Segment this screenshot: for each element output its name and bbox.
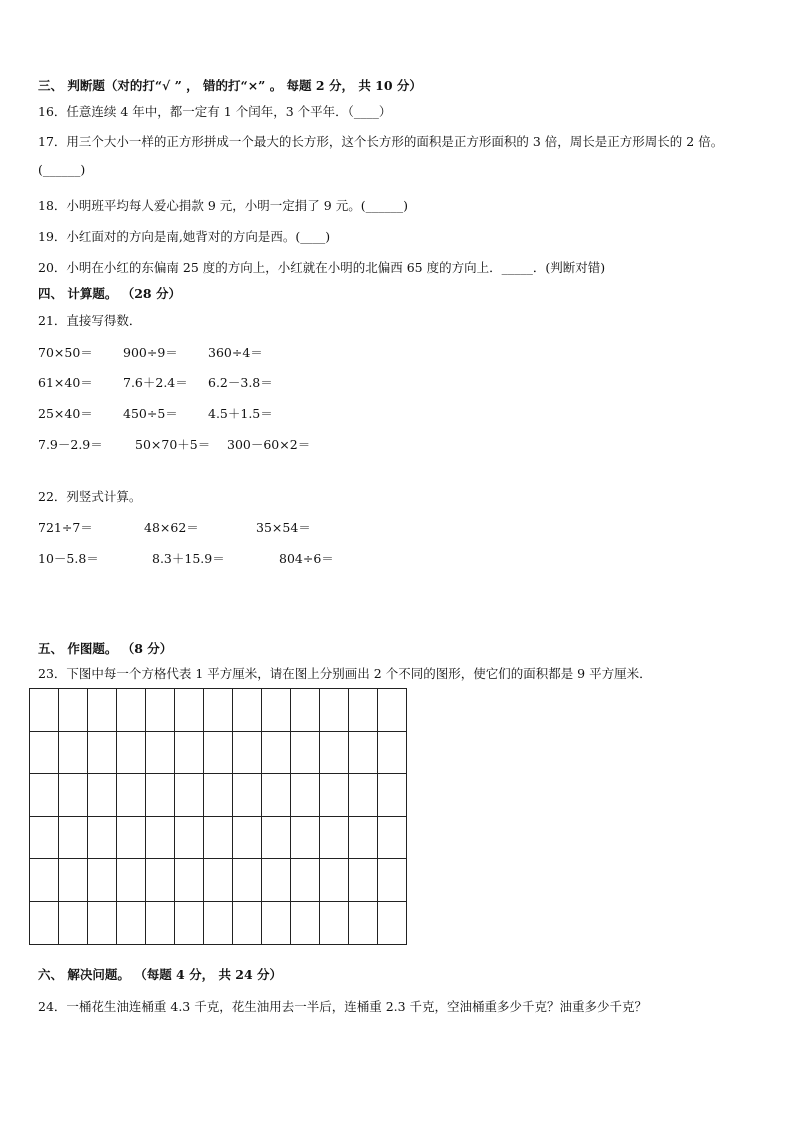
grid-cell[interactable] bbox=[175, 816, 204, 859]
grid-cell[interactable] bbox=[88, 901, 117, 944]
grid-cell[interactable] bbox=[30, 901, 59, 944]
grid-cell[interactable] bbox=[349, 859, 378, 902]
grid-cell[interactable] bbox=[88, 731, 117, 774]
section-4-title: 四、 计算题。 （28 分） bbox=[38, 286, 181, 301]
grid-cell[interactable] bbox=[349, 816, 378, 859]
grid-cell[interactable] bbox=[117, 689, 146, 732]
grid-cell[interactable] bbox=[349, 689, 378, 732]
grid-row bbox=[30, 816, 407, 859]
grid-cell[interactable] bbox=[291, 774, 320, 817]
grid-cell[interactable] bbox=[30, 774, 59, 817]
grid-cell[interactable] bbox=[204, 816, 233, 859]
grid-cell[interactable] bbox=[378, 816, 407, 859]
grid-cell[interactable] bbox=[291, 816, 320, 859]
grid-cell[interactable] bbox=[117, 774, 146, 817]
q21-item: 70×50＝ bbox=[38, 345, 93, 360]
grid-cell[interactable] bbox=[117, 731, 146, 774]
grid-cell[interactable] bbox=[204, 689, 233, 732]
grid-cell[interactable] bbox=[146, 689, 175, 732]
grid-cell[interactable] bbox=[146, 731, 175, 774]
grid-cell[interactable] bbox=[204, 859, 233, 902]
grid-cell[interactable] bbox=[59, 731, 88, 774]
q22-item: 721÷7＝ bbox=[38, 520, 93, 535]
q22-item: 35×54＝ bbox=[256, 520, 311, 535]
grid-row bbox=[30, 901, 407, 944]
grid-cell[interactable] bbox=[233, 689, 262, 732]
grid-cell[interactable] bbox=[262, 731, 291, 774]
grid-cell[interactable] bbox=[30, 731, 59, 774]
question-19: 19．小红面对的方向是南,她背对的方向是西。(____) bbox=[38, 229, 331, 244]
grid-cell[interactable] bbox=[117, 901, 146, 944]
q21-item: 61×40＝ bbox=[38, 375, 93, 390]
grid-cell[interactable] bbox=[378, 689, 407, 732]
question-16: 16．任意连续 4 年中，都一定有 1 个闰年，3 个平年．（____） bbox=[38, 104, 392, 119]
q21-item: 25×40＝ bbox=[38, 406, 93, 421]
q21-item: 360÷4＝ bbox=[208, 345, 263, 360]
grid-cell[interactable] bbox=[320, 774, 349, 817]
q21-item: 50×70＋5＝ bbox=[135, 437, 211, 452]
question-20: 20．小明在小红的东偏南 25 度的方向上，小红就在小明的北偏西 65 度的方向上．_____．(判断对错) bbox=[38, 260, 606, 275]
question-18: 18．小明班平均每人爱心捐款 9 元，小明一定捐了 9 元。(______) bbox=[38, 198, 408, 213]
grid-cell[interactable] bbox=[175, 731, 204, 774]
grid-cell[interactable] bbox=[262, 859, 291, 902]
q21-item: 7.6＋2.4＝ bbox=[123, 375, 188, 390]
grid-cell[interactable] bbox=[262, 774, 291, 817]
grid-row bbox=[30, 731, 407, 774]
grid-cell[interactable] bbox=[320, 816, 349, 859]
square-grid[interactable] bbox=[29, 688, 407, 945]
section-3-title: 三、 判断题（对的打“√ ” ， 错的打“×” 。 每题 2 分， 共 10 分） bbox=[38, 78, 422, 93]
grid-cell[interactable] bbox=[320, 859, 349, 902]
q21-item: 7.9－2.9＝ bbox=[38, 437, 103, 452]
question-22: 22．列竖式计算。 bbox=[38, 489, 142, 504]
grid-cell[interactable] bbox=[204, 901, 233, 944]
grid-cell[interactable] bbox=[378, 859, 407, 902]
grid-cell[interactable] bbox=[59, 816, 88, 859]
grid-cell[interactable] bbox=[146, 774, 175, 817]
grid-cell[interactable] bbox=[146, 859, 175, 902]
grid-cell[interactable] bbox=[262, 901, 291, 944]
q22-item: 8.3＋15.9＝ bbox=[152, 551, 225, 566]
grid-cell[interactable] bbox=[59, 859, 88, 902]
grid-cell[interactable] bbox=[30, 859, 59, 902]
grid-row bbox=[30, 689, 407, 732]
grid-cell[interactable] bbox=[349, 774, 378, 817]
q21-item: 450÷5＝ bbox=[123, 406, 178, 421]
grid-row bbox=[30, 774, 407, 817]
grid-cell[interactable] bbox=[59, 901, 88, 944]
grid-cell[interactable] bbox=[175, 774, 204, 817]
grid-cell[interactable] bbox=[291, 901, 320, 944]
q21-item: 4.5＋1.5＝ bbox=[208, 406, 273, 421]
grid-cell[interactable] bbox=[204, 774, 233, 817]
q22-item: 10－5.8＝ bbox=[38, 551, 99, 566]
question-17: 17．用三个大小一样的正方形拼成一个最大的长方形，这个长方形的面积是正方形面积的 3 倍，周长是正方形周长的 2 倍。(______) bbox=[38, 134, 724, 177]
grid-cell[interactable] bbox=[146, 816, 175, 859]
question-21: 21．直接写得数． bbox=[38, 313, 142, 328]
section-6-title: 六、 解决问题。 （每题 4 分， 共 24 分） bbox=[38, 967, 283, 982]
grid-cell[interactable] bbox=[204, 731, 233, 774]
grid-cell[interactable] bbox=[175, 901, 204, 944]
grid-cell[interactable] bbox=[378, 731, 407, 774]
question-23: 23．下图中每一个方格代表 1 平方厘米，请在图上分别画出 2 个不同的图形，使它们的面积都是 9 平方厘米． bbox=[38, 666, 652, 681]
grid-cell[interactable] bbox=[378, 774, 407, 817]
grid-row bbox=[30, 859, 407, 902]
grid-cell[interactable] bbox=[320, 731, 349, 774]
grid-cell[interactable] bbox=[88, 859, 117, 902]
grid-cell[interactable] bbox=[320, 901, 349, 944]
grid-cell[interactable] bbox=[349, 901, 378, 944]
grid-cell[interactable] bbox=[349, 731, 378, 774]
grid-cell[interactable] bbox=[262, 816, 291, 859]
grid-cell[interactable] bbox=[262, 689, 291, 732]
grid-cell[interactable] bbox=[59, 774, 88, 817]
grid-cell[interactable] bbox=[233, 731, 262, 774]
grid-cell[interactable] bbox=[291, 731, 320, 774]
grid-cell[interactable] bbox=[88, 774, 117, 817]
grid-cell[interactable] bbox=[233, 901, 262, 944]
question-24: 24．一桶花生油连桶重 4.3 千克，花生油用去一半后，连桶重 2.3 千克，空油桶重多少千克？油重多少千克？ bbox=[38, 999, 648, 1014]
grid-cell[interactable] bbox=[291, 689, 320, 732]
q22-item: 48×62＝ bbox=[144, 520, 199, 535]
grid-cell[interactable] bbox=[88, 816, 117, 859]
grid-cell[interactable] bbox=[30, 689, 59, 732]
grid-cell[interactable] bbox=[117, 816, 146, 859]
grid-cell[interactable] bbox=[117, 859, 146, 902]
grid-cell[interactable] bbox=[146, 901, 175, 944]
q22-item: 804÷6＝ bbox=[279, 551, 334, 566]
grid-cell[interactable] bbox=[378, 901, 407, 944]
grid-cell[interactable] bbox=[233, 859, 262, 902]
grid-cell[interactable] bbox=[59, 689, 88, 732]
q21-item: 900÷9＝ bbox=[123, 345, 178, 360]
grid-cell[interactable] bbox=[233, 774, 262, 817]
grid-cell[interactable] bbox=[30, 816, 59, 859]
q21-item: 6.2－3.8＝ bbox=[208, 375, 273, 390]
grid-cell[interactable] bbox=[88, 689, 117, 732]
grid-cell[interactable] bbox=[320, 689, 349, 732]
grid-cell[interactable] bbox=[175, 859, 204, 902]
grid-cell[interactable] bbox=[233, 816, 262, 859]
grid-cell[interactable] bbox=[291, 859, 320, 902]
q21-item: 300－60×2＝ bbox=[227, 437, 311, 452]
grid-cell[interactable] bbox=[175, 689, 204, 732]
section-5-title: 五、 作图题。 （8 分） bbox=[38, 641, 173, 656]
